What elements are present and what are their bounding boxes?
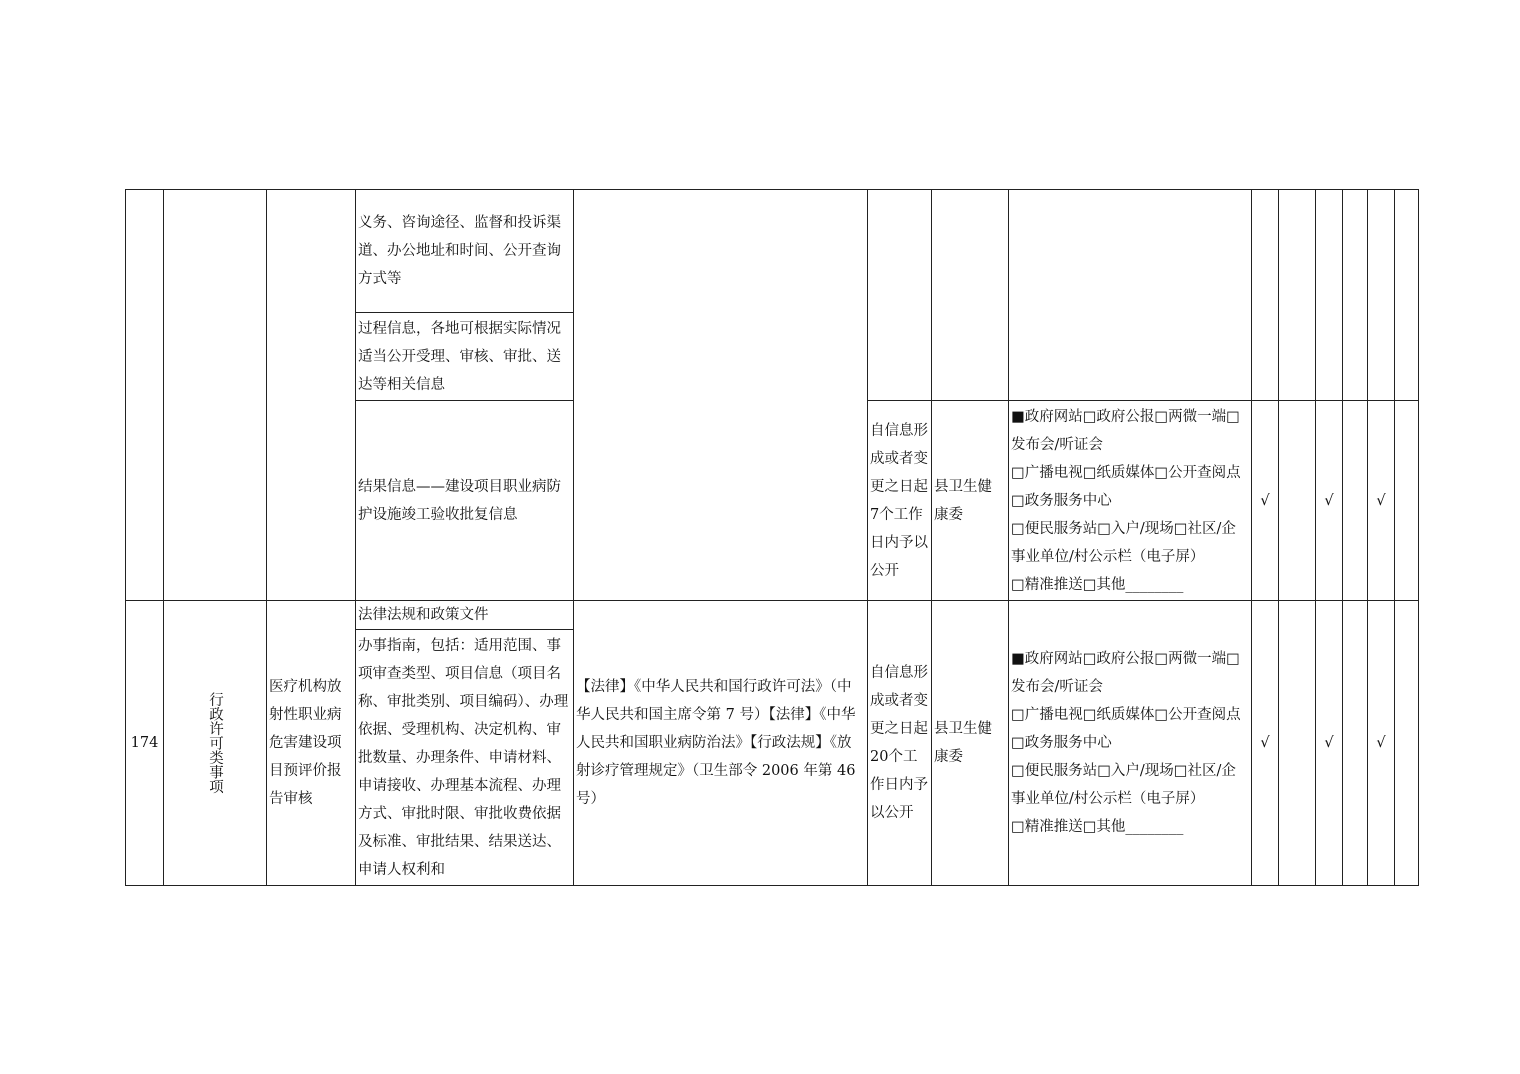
channel-line: □便民服务站□入户/现场□社区/企事业单位/村公示栏（电子屏） — [1011, 520, 1236, 565]
check-mark — [1343, 601, 1368, 886]
content-cell: 办事指南，包括：适用范围、事项审查类型、项目信息（项目名称、审批类别、项目编码）、办理依据、受理机构、决定机构、审批数量、办理条件、申请材料、申请接收、办理基本流程、办理方式、审批时限、审批收费依据及标准、审批结果、结果送达、申请人权利和 — [356, 630, 574, 886]
channel-line: □广播电视□纸质媒体□公开查阅点□政务服务中心 — [1011, 707, 1241, 751]
content-cell: 过程信息，各地可根据实际情况适当公开受理、审核、审批、送达等相关信息 — [356, 313, 574, 401]
check-mark: √ — [1316, 401, 1343, 601]
check-mark: √ — [1316, 601, 1343, 886]
time-cell: 自信息形成或者变更之日起20个工作日内予以公开 — [868, 601, 932, 886]
check-mark — [1395, 401, 1419, 601]
channel-cell — [1009, 401, 1252, 601]
subject-cell: 县卫生健康委 — [932, 401, 1009, 601]
item-cell: 医疗机构放射性职业病危害建设项目预评价报告审核 — [267, 601, 356, 886]
channel-line: □广播电视□纸质媒体□公开查阅点□政务服务中心 — [1011, 464, 1241, 509]
table-row — [126, 190, 1419, 313]
channel-line: □精准推送□其他________ — [1011, 819, 1184, 835]
item-cell — [267, 190, 356, 601]
disclosure-table — [125, 189, 1419, 886]
time-cell: 自信息形成或者变更之日起7个工作日内予以公开 — [868, 401, 932, 601]
check-mark — [1343, 401, 1368, 601]
category-cell: 行政许可类事项 — [164, 601, 267, 886]
subject-cell: 县卫生健康委 — [932, 601, 1009, 886]
content-cell: 结果信息——建设项目职业病防护设施竣工验收批复信息 — [356, 401, 574, 601]
content-cell: 法律法规和政策文件 — [356, 601, 574, 630]
channel-line: □便民服务站□入户/现场□社区/企事业单位/村公示栏（电子屏） — [1011, 763, 1236, 807]
subject-cell — [932, 190, 1009, 401]
check-mark — [1279, 401, 1316, 601]
basis-cell — [574, 190, 868, 601]
table-row — [126, 601, 1419, 630]
channel-cell — [1009, 190, 1252, 401]
channel-cell — [1009, 601, 1252, 886]
category-cell — [164, 190, 267, 601]
check-mark: √ — [1252, 601, 1279, 886]
number-cell — [126, 190, 164, 601]
check-mark: √ — [1368, 401, 1395, 601]
channel-line: □精准推送□其他________ — [1011, 576, 1184, 593]
basis-cell: 【法律】《中华人民共和国行政许可法》（中华人民共和国主席令第 7 号）【法律】《中华人民共和国职业病防治法》【行政法规】《放射诊疗管理规定》（卫生部令 2006 年第 46 号） — [574, 601, 868, 886]
check-mark: √ — [1252, 401, 1279, 601]
time-cell — [868, 190, 932, 401]
channel-line: ■政府网站□政府公报□两微一端□发布会/听证会 — [1011, 651, 1240, 695]
content-cell: 义务、咨询途径、监督和投诉渠道、办公地址和时间、公开查询方式等 — [356, 190, 574, 313]
number-cell: 174 — [126, 601, 164, 886]
check-mark: √ — [1368, 601, 1395, 886]
check-mark — [1395, 601, 1419, 886]
channel-line: ■政府网站□政府公报□两微一端□发布会/听证会 — [1011, 408, 1240, 453]
check-mark — [1279, 601, 1316, 886]
